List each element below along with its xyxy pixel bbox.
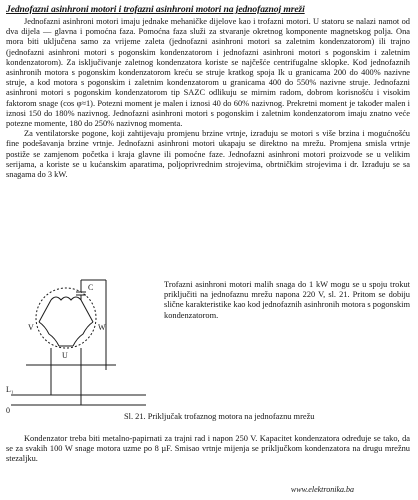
label-u: U (62, 351, 68, 360)
wiring-diagram-svg (6, 270, 156, 420)
paragraph-end: Kondenzator treba biti metalno-papirnati za trajni rad i napon 250 V. Kapacitet kondenzatora određuje se tako, da se za svakih 100 W snage motora uzme po 8 µF. Smisao vrtnje mijenja se priključkom kondenzatora na drugu mrežnu stezaljku. (6, 434, 410, 464)
footer-watermark: www.elektronika.ba (290, 485, 354, 494)
figure-side-text: Trofazni asinhroni motori malih snaga do 1 kW mogu se u spoju trokut priključiti na jednofaznu mrežu napona 220 V, sl. 21. Pritom se dobiju slične karakteristike kao kod jednofaznih asinhronih motora s pogonskim kondenzatorom. (164, 280, 410, 320)
section-title: Jednofazni asinhroni motori i trofazni asinhroni motori na jednofaznoj mreži (6, 4, 305, 15)
paragraph-1: Jednofazni asinhroni motori imaju jednake mehaničke dijelove kao i trofazni motori. U statoru se nalazi namot od dva dijela — glavna i pomoćna faza. Pomoćna faza služi za stvaranje okretnog komponente magnetskog polja. Ona mora biti uključena samo za vrijeme zaleta (jednofazni asinhroni motori sa zaletnim kondenzatorom) ili trajno (jednofazni asinhroni motori s pogonskim kondenzatorom i jednofazni asinhroni motori s pogonskim i zaletnim kondenzatorom). Za isključivanje zaletnog kondenzatora koriste se najčešće centrifugalne sklopke. Kod jednofaznih asinhronih motora s pogonskim kondenzatorom kreću se struje kratkog spoja Ik u granicama 200 do 400% nazivne struje, a kod motora s pogonskim i zaletnim kondenzatorom u granicama 400 do 550% nazivne struje. Jednofazni asinhroni motori s pogonskim kondenzatorom tip SAZC odlikuju se mirnim radom, dobrom korisnošću i visokim faktorom snage (cos φ≈1). Potezni moment je malen i iznosi 40 do 60% nazivnog. Prekretni moment je također malen i iznosi 150 do 180% nazivnog. Jednofazni asinhroni motori s pogonskim i zaletnim kondenzatorom imaju znatno veće potezne momente, 180 do 250% nazivnog momenta. (6, 17, 410, 129)
label-v: V (28, 323, 34, 332)
label-c: C (88, 283, 94, 292)
figure-caption: Sl. 21. Priključak trofaznog motora na jednofaznu mrežu (124, 412, 315, 421)
label-line: L₁ (6, 385, 14, 394)
label-w: W (98, 323, 106, 332)
label-neutral: 0 (6, 406, 10, 415)
paragraph-2: Za ventilatorske pogone, koji zahtijevaju promjenu brzine vrtnje, izrađuju se motori s više brzina i mogućnošću fine podešavanja brzine vrtnje. Jednofazni asinhroni motori ukapaju se direktno na mrežu. Promjena smisla vrtnje postiže se zamjenom početka i kraja glavne ili pomoćne faze. Jednofazni asinhroni motori proizvode se u velikim serijama, a koriste se u kućanskim aparatima, poljoprivrednim strojevima, obrtničkim strojevima i dr. Izrađuju se sa snagama do 3 kW. (6, 129, 410, 180)
wiring-diagram (6, 270, 156, 420)
body-text (6, 17, 410, 180)
end-text (6, 434, 410, 465)
